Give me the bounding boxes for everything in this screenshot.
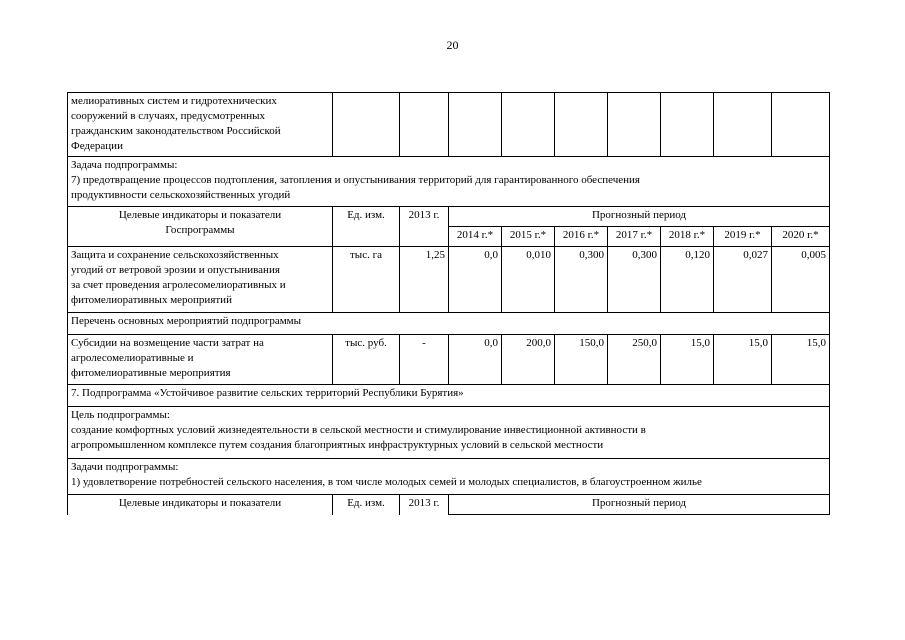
- indicator-value: 0,300: [608, 247, 661, 313]
- forecast-header: Прогнозный период: [449, 207, 830, 227]
- subsidy-value: 150,0: [555, 335, 608, 385]
- header-row-1: [68, 207, 830, 227]
- subsidy-value: 15,0: [772, 335, 830, 385]
- indicator-value: 0,005: [772, 247, 830, 313]
- continuation-text: мелиоративных систем и гидротехнических сооружений в случаях, предусмотренных гражданским законодательством Российской Федерации: [68, 93, 333, 157]
- subsidy-name: Субсидии на возмещение части затрат на агролесомелиоративные и фитомелиоративные мероприятия: [68, 335, 333, 385]
- indicator-base: 1,25: [400, 247, 449, 313]
- year-header: 2019 г.*: [714, 227, 772, 247]
- tasks-text: Задачи подпрограммы: 1) удовлетворение потребностей сельского населения, в том числе молодых семей и молодых специалистов, в благоустроенном жилье: [68, 459, 830, 495]
- footer-forecast-header: Прогнозный период: [449, 495, 830, 515]
- indicators-header: Целевые индикаторы и показатели Госпрограммы: [68, 207, 333, 247]
- subsidy-value: 15,0: [661, 335, 714, 385]
- subprogram-title-row: [68, 385, 830, 407]
- tasks-row: [68, 459, 830, 495]
- subsidy-value: 0,0: [449, 335, 502, 385]
- program-table: [67, 92, 830, 515]
- page-number: 20: [446, 38, 459, 52]
- base-year-header: 2013 г.: [400, 207, 449, 247]
- task-text: Задача подпрограммы: 7) предотвращение процессов подтопления, затопления и опустынивания территорий для гарантированного обеспечения продуктивности сельскохозяйственных угодий: [68, 157, 830, 207]
- subsidy-value: 200,0: [502, 335, 555, 385]
- subsidy-value: 15,0: [714, 335, 772, 385]
- year-header: 2017 г.*: [608, 227, 661, 247]
- footer-base-year-header: 2013 г.: [400, 495, 449, 515]
- unit-header: Ед. изм.: [333, 207, 400, 247]
- indicator-value: 0,010: [502, 247, 555, 313]
- subsidy-row: [68, 335, 830, 385]
- indicator-name: Защита и сохранение сельскохозяйственных угодий от ветровой эрозии и опустынивания за счет проведения агролесомелиоративных и фитомелиоративных мероприятий: [68, 247, 333, 313]
- year-header: 2020 г.*: [772, 227, 830, 247]
- indicator-value: 0,027: [714, 247, 772, 313]
- indicator-value: 0,300: [555, 247, 608, 313]
- indicator-row: [68, 247, 830, 313]
- indicator-value: 0,120: [661, 247, 714, 313]
- goal-row: [68, 407, 830, 459]
- goal-text: Цель подпрограммы: создание комфортных условий жизнедеятельности в сельской местности и стимулирование инвестиционной активности в агропромышленном комплексе путем создания благоприятных инфраструктурных условий в сельской местности: [68, 407, 830, 459]
- measures-title-row: [68, 313, 830, 335]
- task-row: [68, 157, 830, 207]
- subsidy-unit: тыс. руб.: [333, 335, 400, 385]
- year-header: 2016 г.*: [555, 227, 608, 247]
- subsidy-base: -: [400, 335, 449, 385]
- indicator-value: 0,0: [449, 247, 502, 313]
- subprogram-title: 7. Подпрограмма «Устойчивое развитие сельских территорий Республики Бурятия»: [68, 385, 830, 407]
- subsidy-value: 250,0: [608, 335, 661, 385]
- measures-title: Перечень основных мероприятий подпрограммы: [68, 313, 830, 335]
- year-header: 2015 г.*: [502, 227, 555, 247]
- footer-indicators-header: Целевые индикаторы и показатели: [68, 495, 333, 515]
- year-header: 2014 г.*: [449, 227, 502, 247]
- footer-header-row: [68, 495, 830, 515]
- year-header: 2018 г.*: [661, 227, 714, 247]
- continuation-row: [68, 93, 830, 157]
- footer-unit-header: Ед. изм.: [333, 495, 400, 515]
- indicator-unit: тыс. га: [333, 247, 400, 313]
